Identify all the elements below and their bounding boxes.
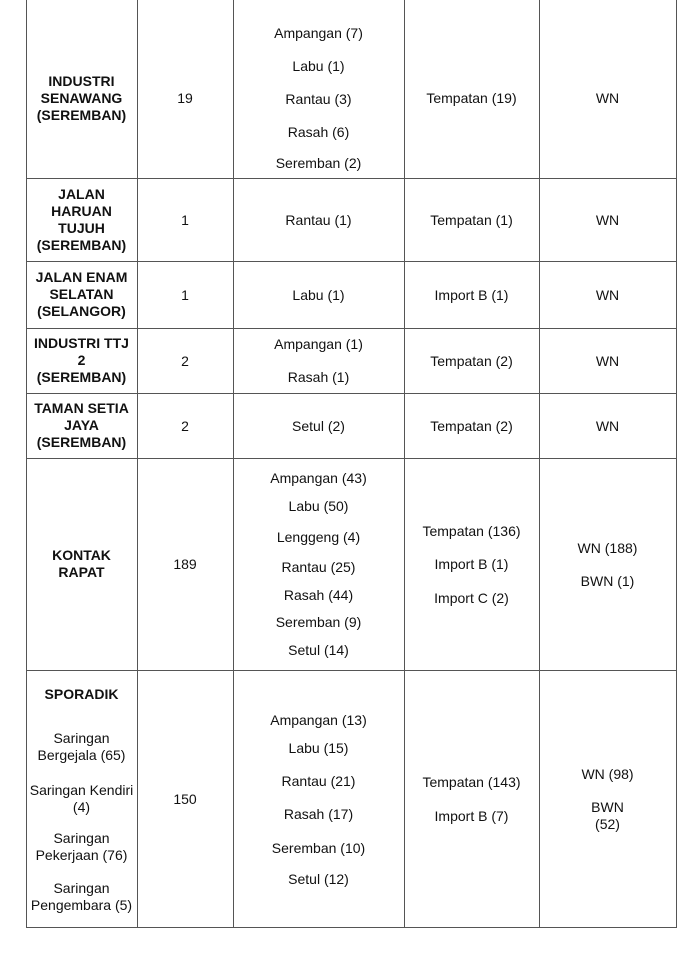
area-item: Rasah (6) xyxy=(287,124,350,140)
area-item: Rasah (17) xyxy=(283,806,354,822)
case-count: 2 xyxy=(181,352,189,369)
citizenship-item: BWN (52) xyxy=(591,799,624,832)
area-item: Labu (15) xyxy=(288,740,349,756)
area-item: Rantau (21) xyxy=(281,773,356,789)
citizenship-item: WN xyxy=(595,286,620,303)
area-list xyxy=(233,670,404,927)
screening-item: Saringan Pengembara (5) xyxy=(30,880,133,913)
area-item: Seremban (9) xyxy=(275,614,362,630)
citizenship-cell xyxy=(539,393,676,458)
area-item: Setul (12) xyxy=(288,871,349,887)
source-item: Tempatan (136) xyxy=(422,523,521,539)
area-item: Ampangan (43) xyxy=(270,470,367,486)
grid-line xyxy=(26,927,676,928)
source-cell xyxy=(404,393,539,458)
source-item: Import B (1) xyxy=(434,556,509,572)
source-cell xyxy=(404,178,539,261)
citizenship-item: WN (98) xyxy=(581,766,634,782)
screening-item: Saringan Bergejala (65) xyxy=(37,730,126,763)
area-item: Rasah (44) xyxy=(283,587,354,603)
case-count: 150 xyxy=(173,790,197,807)
screening-item: Saringan Kendiri (4) xyxy=(29,782,134,815)
source-cell xyxy=(404,670,539,927)
cluster-cell xyxy=(26,670,137,927)
source-item: Import B (7) xyxy=(434,808,509,824)
area-item: Rasah (1) xyxy=(287,369,350,385)
source-item: Tempatan (19) xyxy=(426,90,517,106)
citizenship-cell xyxy=(539,178,676,261)
cluster-name: SPORADIK xyxy=(44,686,119,702)
area-item: Ampangan (7) xyxy=(274,25,363,41)
source-item: Import B (1) xyxy=(434,286,509,303)
case-count: 1 xyxy=(181,211,189,228)
area-item: Lenggeng (4) xyxy=(276,529,361,545)
citizenship-cell xyxy=(539,261,676,328)
area-item: Rantau (1) xyxy=(285,211,352,228)
citizenship-item: WN xyxy=(595,211,620,228)
source-cell xyxy=(404,458,539,670)
citizenship-cell xyxy=(539,328,676,393)
source-cell xyxy=(404,328,539,393)
citizenship-cell xyxy=(539,0,676,178)
area-item: Rantau (3) xyxy=(285,91,352,107)
area-list xyxy=(233,178,404,261)
citizenship-item: WN xyxy=(595,90,620,106)
area-list xyxy=(233,261,404,328)
cluster-name: KONTAK RAPAT xyxy=(52,547,111,580)
area-item: Ampangan (13) xyxy=(270,712,367,728)
cluster-name: JALAN HARUAN TUJUH (SEREMBAN) xyxy=(36,185,127,253)
area-item: Rantau (25) xyxy=(281,559,356,575)
source-item: Tempatan (1) xyxy=(430,211,513,228)
source-item: Import C (2) xyxy=(434,590,509,606)
grid-line xyxy=(676,0,677,928)
area-item: Labu (50) xyxy=(288,498,349,514)
area-list xyxy=(233,393,404,458)
area-list xyxy=(233,0,404,178)
cluster-name: TAMAN SETIA JAYA (SEREMBAN) xyxy=(34,400,129,450)
citizenship-cell xyxy=(539,458,676,670)
source-item: Tempatan (143) xyxy=(422,774,521,790)
source-item: Tempatan (2) xyxy=(430,417,513,434)
area-item: Setul (14) xyxy=(288,642,349,658)
case-count: 19 xyxy=(177,90,193,106)
cluster-name: JALAN ENAM SELATAN (SELANGOR) xyxy=(35,269,128,319)
citizenship-item: WN xyxy=(595,352,620,369)
case-count: 2 xyxy=(181,417,189,434)
cluster-name: INDUSTRI TTJ 2 (SEREMBAN) xyxy=(34,335,129,385)
area-item: Seremban (2) xyxy=(275,155,362,171)
area-item: Labu (1) xyxy=(292,58,345,74)
case-count: 189 xyxy=(173,556,197,572)
case-count: 1 xyxy=(181,286,189,303)
citizenship-item: BWN (1) xyxy=(580,573,635,589)
area-item: Seremban (10) xyxy=(271,840,366,856)
citizenship-item: WN xyxy=(595,417,620,434)
citizenship-cell xyxy=(539,670,676,927)
area-item: Ampangan (1) xyxy=(274,336,363,352)
cluster-name: INDUSTRI SENAWANG (SEREMBAN) xyxy=(36,72,127,123)
area-list xyxy=(233,328,404,393)
citizenship-item: WN (188) xyxy=(577,540,638,556)
screening-item: Saringan Pekerjaan (76) xyxy=(35,830,128,863)
area-list xyxy=(233,458,404,670)
source-cell xyxy=(404,261,539,328)
source-item: Tempatan (2) xyxy=(430,352,513,369)
area-item: Labu (1) xyxy=(292,286,345,303)
area-item: Setul (2) xyxy=(292,417,345,434)
source-cell xyxy=(404,0,539,178)
